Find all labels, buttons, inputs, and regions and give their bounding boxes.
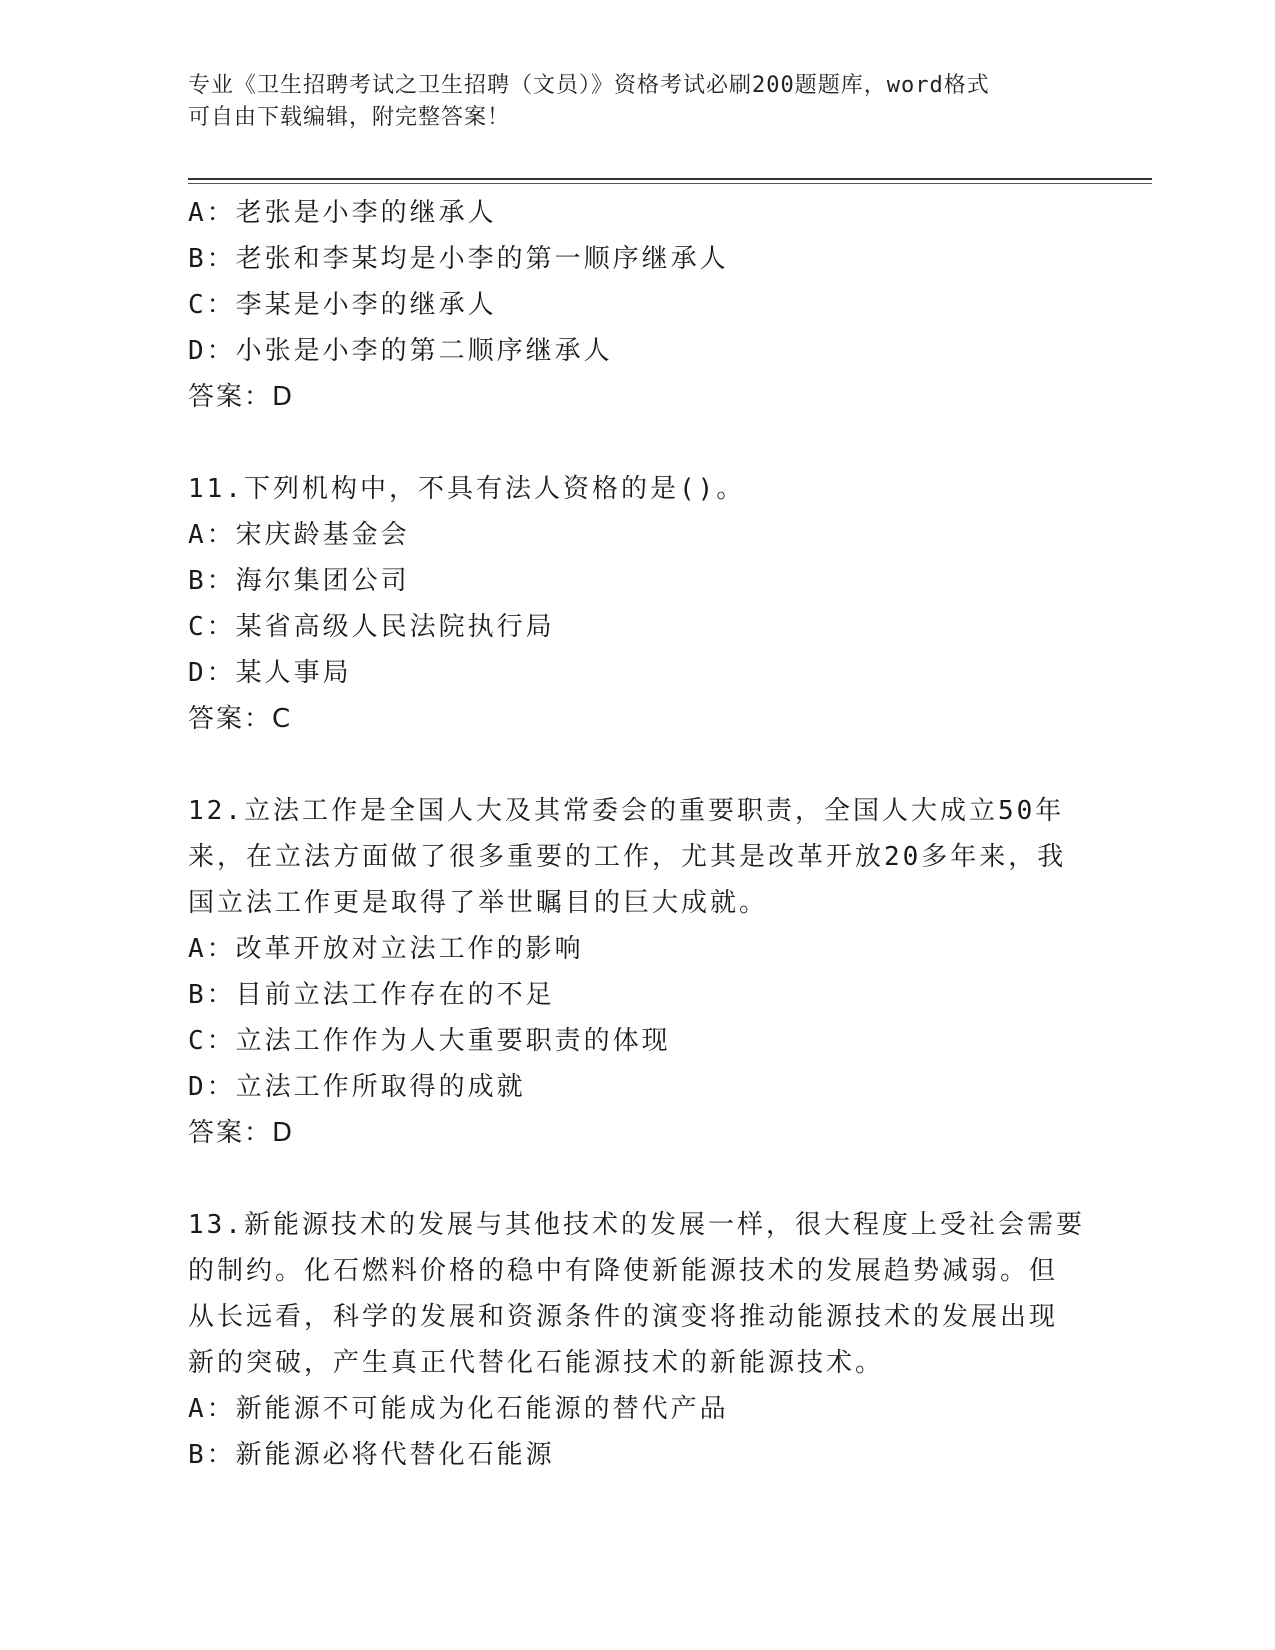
document-body	[188, 190, 1088, 1478]
option-a: A：新能源不可能成为化石能源的替代产品	[188, 1394, 729, 1424]
option-d: D：立法工作所取得的成就	[188, 1072, 526, 1102]
option-d: D：小张是小李的第二顺序继承人	[188, 336, 613, 366]
option-a: A：改革开放对立法工作的影响	[188, 934, 584, 964]
question-11	[188, 466, 1088, 742]
question-12	[188, 788, 1088, 1156]
question-stem-line-1: 12.立法工作是全国人大及其常委会的重要职责，全国人大成立50年	[188, 796, 1065, 826]
spacer	[188, 742, 1088, 788]
header-line-2: 可自由下载编辑，附完整答案！	[188, 105, 511, 130]
option-c: C：立法工作作为人大重要职责的体现	[188, 1026, 671, 1056]
question-13	[188, 1202, 1088, 1478]
option-b: B：海尔集团公司	[188, 566, 410, 596]
answer: 答案：C	[188, 704, 293, 734]
spacer	[188, 1156, 1088, 1202]
question-stem-line-3: 从长远看，科学的发展和资源条件的演变将推动能源技术的发展出现	[188, 1302, 1059, 1332]
question-stem-line-1: 13.新能源技术的发展与其他技术的发展一样，很大程度上受社会需要	[188, 1210, 1085, 1240]
option-b: B：老张和李某均是小李的第一顺序继承人	[188, 244, 729, 274]
option-a: A：宋庆龄基金会	[188, 520, 410, 550]
header-line-1: 专业《卫生招聘考试之卫生招聘（文员）》资格考试必刷200题题库，word格式	[188, 73, 990, 98]
question-stem-line-2: 来，在立法方面做了很多重要的工作，尤其是改革开放20多年来，我	[188, 842, 1067, 872]
header-divider-thin	[188, 183, 1152, 184]
option-c: C：李某是小李的继承人	[188, 290, 497, 320]
question-stem-line-2: 的制约。化石燃料价格的稳中有降使新能源技术的发展趋势减弱。但	[188, 1256, 1059, 1286]
option-d: D：某人事局	[188, 658, 352, 688]
question-10	[188, 190, 1088, 420]
header-divider-thick	[188, 178, 1152, 180]
answer: 答案：D	[188, 1118, 295, 1148]
spacer	[188, 420, 1088, 466]
option-a: A：老张是小李的继承人	[188, 198, 497, 228]
option-b: B：新能源必将代替化石能源	[188, 1440, 555, 1470]
answer: 答案：D	[188, 382, 295, 412]
question-stem: 11.下列机构中，不具有法人资格的是()。	[188, 474, 746, 504]
option-b: B：目前立法工作存在的不足	[188, 980, 555, 1010]
option-c: C：某省高级人民法院执行局	[188, 612, 555, 642]
question-stem-line-3: 国立法工作更是取得了举世瞩目的巨大成就。	[188, 888, 769, 918]
document-header	[188, 70, 1068, 134]
question-stem-line-4: 新的突破，产生真正代替化石能源技术的新能源技术。	[188, 1348, 885, 1378]
